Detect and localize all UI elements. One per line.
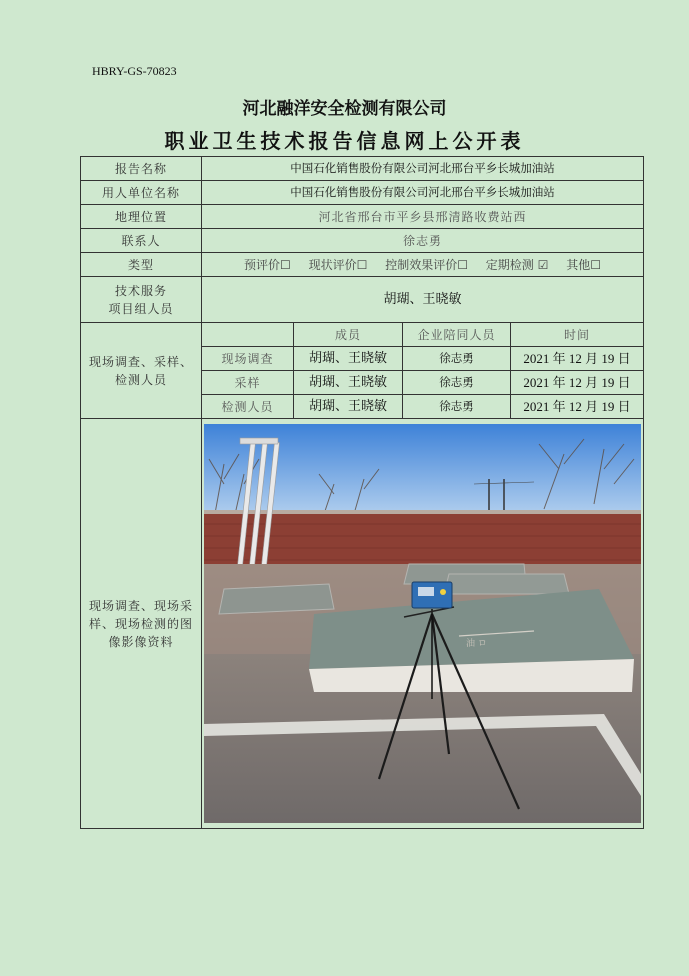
- survey-escort: 徐志勇: [403, 371, 511, 395]
- location-value: 河北省邢台市平乡县邢清路收费站西: [202, 205, 644, 229]
- survey-member: 胡瑚、王晓敏: [294, 371, 403, 395]
- type-option-pre-evaluation[interactable]: 预评价☐: [244, 257, 291, 272]
- tech-team-value: 胡瑚、王晓敏: [202, 277, 644, 323]
- survey-header-escort: 企业陪同人员: [403, 323, 511, 347]
- report-name-label: 报告名称: [81, 157, 202, 181]
- survey-label-line-2: 检测人员: [114, 372, 167, 387]
- employer-label: 用人单位名称: [81, 181, 202, 205]
- survey-member: 胡瑚、王晓敏: [294, 347, 403, 371]
- images-label-line-1: 现场调查、现场采: [88, 598, 193, 613]
- row-employer: [81, 181, 644, 205]
- images-label-line-2: 样、现场检测的图: [88, 616, 193, 631]
- form-title: 职业卫生技术报告信息网上公开表: [164, 129, 525, 153]
- survey-role: 检测人员: [202, 395, 294, 419]
- report-name-value: 中国石化销售股份有限公司河北邢台平乡长城加油站: [202, 157, 644, 181]
- type-options: [202, 253, 644, 277]
- images-label-line-3: 像影像资料: [108, 634, 174, 649]
- company-name: 河北融洋安全检测有限公司: [242, 99, 447, 119]
- row-type: [81, 253, 644, 277]
- survey-date: 2021 年 12 月 19 日: [511, 371, 644, 395]
- row-contact: [81, 229, 644, 253]
- survey-escort: 徐志勇: [403, 347, 511, 371]
- row-survey-header: [81, 323, 644, 347]
- images-label: [81, 419, 202, 829]
- survey-role: 采样: [202, 371, 294, 395]
- type-option-status-evaluation[interactable]: 现状评价☐: [308, 257, 368, 272]
- contact-label: 联系人: [81, 229, 202, 253]
- row-images: [81, 419, 644, 829]
- type-label: 类型: [81, 253, 202, 277]
- survey-label-line-1: 现场调查、采样、: [88, 354, 193, 369]
- site-photo-cell: [202, 419, 644, 829]
- survey-member: 胡瑚、王晓敏: [294, 395, 403, 419]
- survey-header-blank: [202, 323, 294, 347]
- type-option-periodic-testing[interactable]: 定期检测 ☑: [485, 257, 549, 272]
- document-code: HBRY-GS-70823: [92, 64, 177, 78]
- disclosure-table: [80, 156, 644, 829]
- location-label: 地理位置: [81, 205, 202, 229]
- employer-value: 中国石化销售股份有限公司河北邢台平乡长城加油站: [202, 181, 644, 205]
- survey-role: 现场调查: [202, 347, 294, 371]
- row-location: [81, 205, 644, 229]
- row-report-name: [81, 157, 644, 181]
- type-option-other[interactable]: 其他☐: [566, 257, 601, 272]
- tech-team-label-line-1: 技术服务: [114, 283, 167, 298]
- row-tech-team: [81, 277, 644, 323]
- survey-label: [81, 323, 202, 419]
- contact-value: 徐志勇: [202, 229, 644, 253]
- tech-team-label: [81, 277, 202, 323]
- site-photo: [204, 424, 641, 823]
- survey-header-member: 成员: [294, 323, 403, 347]
- survey-header-time: 时间: [511, 323, 644, 347]
- photo-sign-text: 油 ロ: [466, 639, 487, 649]
- tech-team-label-line-2: 项目组人员: [108, 301, 174, 316]
- survey-escort: 徐志勇: [403, 395, 511, 419]
- survey-date: 2021 年 12 月 19 日: [511, 395, 644, 419]
- survey-date: 2021 年 12 月 19 日: [511, 347, 644, 371]
- type-option-control-evaluation[interactable]: 控制效果评价☐: [385, 257, 468, 272]
